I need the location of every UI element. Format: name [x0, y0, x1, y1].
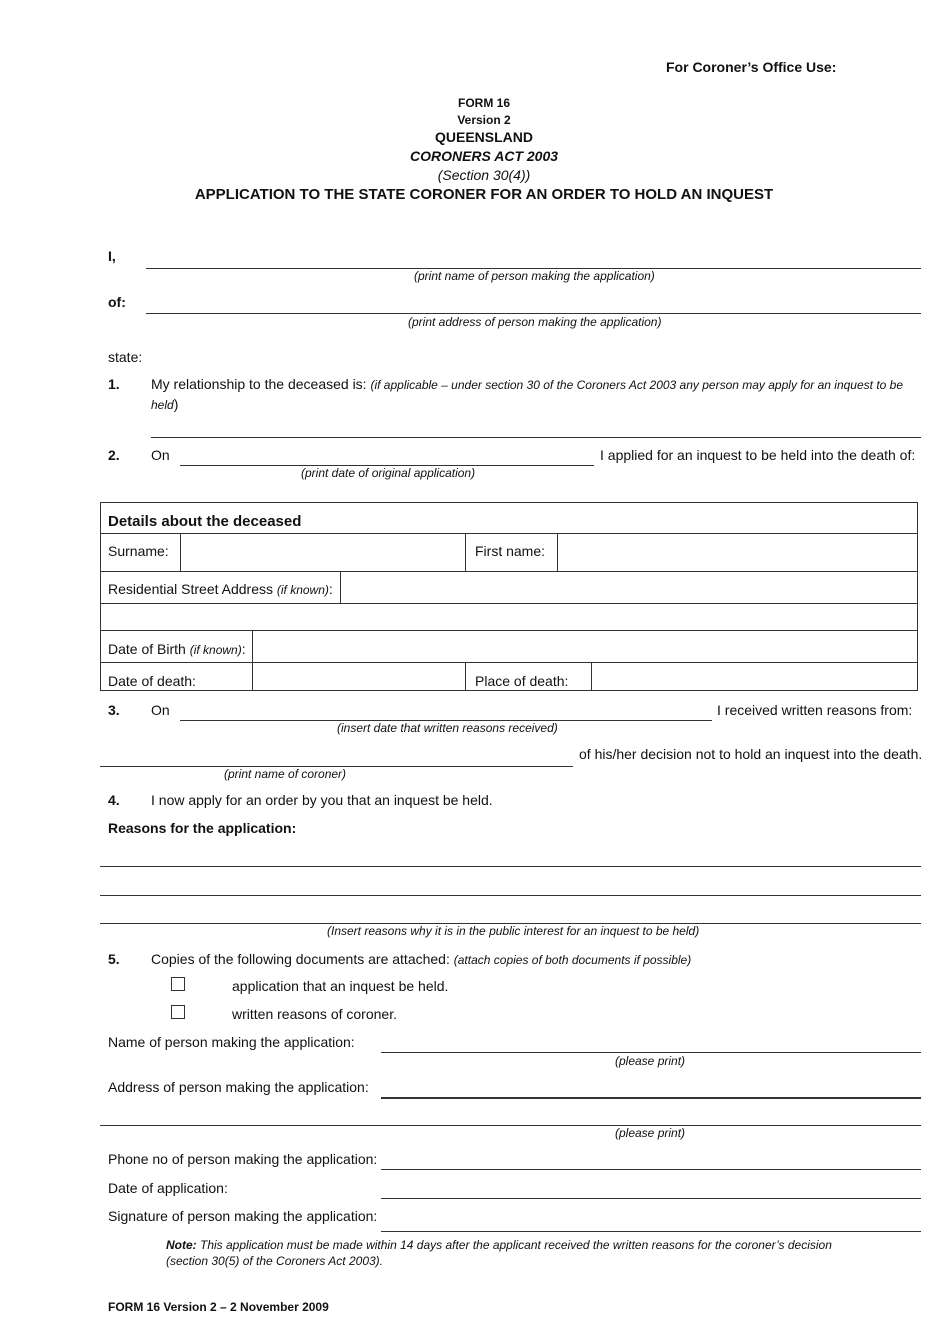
of-label: of:: [108, 294, 126, 310]
coroner-name-input[interactable]: [100, 746, 573, 767]
item2-on: On: [151, 447, 170, 463]
dob-input[interactable]: [257, 632, 916, 662]
residential-address-note: (if known): [276, 583, 329, 597]
page-title: APPLICATION TO THE STATE CORONER FOR AN ORDER TO HOLD AN INQUEST: [194, 186, 774, 203]
office-use-label: For Coroner’s Office Use:: [666, 59, 837, 75]
table-divider: [591, 662, 592, 691]
item3-number: 3.: [108, 702, 120, 718]
item5-number: 5.: [108, 951, 120, 967]
table-divider: [180, 533, 181, 571]
jurisdiction: QUEENSLAND: [434, 129, 533, 145]
item1-note2-tail: ): [173, 396, 179, 412]
item2-hint: (print date of original application): [301, 466, 476, 480]
item1-text: [151, 376, 903, 392]
first-name-label: First name:: [475, 543, 546, 559]
item3-hint: (insert date that written reasons received): [337, 721, 558, 735]
applicant-address-label: Address of person making the application:: [108, 1079, 369, 1095]
please-print-hint: (please print): [615, 1126, 686, 1140]
applicant-address-hint: (print address of person making the application): [408, 315, 662, 329]
decision-text: of his/her decision not to hold an inquest into the death.: [579, 746, 923, 762]
item5-note: (attach copies of both documents if possible): [453, 953, 692, 967]
dod-input[interactable]: [257, 663, 465, 693]
state-label: state:: [108, 349, 143, 365]
item2-number: 2.: [108, 447, 120, 463]
item1-note-continued: [151, 396, 178, 412]
dob-tail: :: [241, 641, 246, 657]
item3-text: I received written reasons from:: [717, 702, 913, 718]
act-name: CORONERS ACT 2003: [409, 148, 559, 164]
residential-address-input-line2[interactable]: [104, 604, 916, 631]
phone-input[interactable]: [381, 1149, 921, 1170]
table-divider: [465, 662, 466, 691]
table-divider: [252, 630, 253, 691]
applicant-name-hint: (print name of person making the application): [414, 269, 655, 283]
residential-address-text: Residential Street Address: [108, 581, 277, 597]
i-label: I,: [108, 248, 116, 264]
table-divider: [340, 571, 341, 603]
coroner-name-hint: (print name of coroner): [224, 767, 347, 781]
application-attached-label: application that an inquest be held.: [232, 978, 449, 994]
note-text-continued: (section 30(5) of the Coroners Act 2003).: [166, 1254, 383, 1268]
item1-note2: held: [151, 398, 174, 412]
dob-note: (if known): [189, 643, 242, 657]
item4-text: I now apply for an order by you that an inquest be held.: [151, 792, 493, 808]
form-footer: FORM 16 Version 2 – 2 November 2009: [108, 1300, 329, 1314]
item3-on: On: [151, 702, 170, 718]
signature-input[interactable]: [381, 1211, 921, 1232]
form-number: FORM 16: [457, 96, 510, 110]
note-body: This application must be made within 14 days after the applicant received the written reasons for the coroner’s decision: [196, 1238, 832, 1252]
form-version: Version 2: [457, 113, 511, 127]
item1-note: (if applicable – under section 30 of the Coroners Act 2003 any person may apply for an inquest to be: [370, 378, 904, 392]
application-date-label: Date of application:: [108, 1180, 228, 1196]
application-attached-checkbox[interactable]: [171, 977, 185, 991]
original-application-date-input[interactable]: [180, 445, 594, 466]
reasons-input-line3[interactable]: [100, 903, 921, 924]
reasons-hint: (Insert reasons why it is in the public interest for an inquest to be held): [327, 924, 700, 938]
first-name-input[interactable]: [562, 538, 916, 568]
pod-label: Place of death:: [475, 673, 569, 689]
surname-input[interactable]: [184, 538, 464, 568]
item5-label: Copies of the following documents are attached:: [151, 951, 454, 967]
footer-applicant-address-input-line2[interactable]: [100, 1105, 921, 1126]
please-print-hint: (please print): [615, 1054, 686, 1068]
dod-label: Date of death:: [108, 673, 196, 689]
pod-input[interactable]: [596, 663, 916, 693]
footer-applicant-address-input[interactable]: [381, 1077, 921, 1099]
residential-address-input[interactable]: [345, 573, 917, 603]
reasons-attached-checkbox[interactable]: [171, 1005, 185, 1019]
table-divider: [100, 533, 918, 534]
reasons-input-line1[interactable]: [100, 846, 921, 867]
dob-label: [108, 641, 246, 657]
reasons-heading: Reasons for the application:: [108, 820, 297, 836]
signature-label: Signature of person making the application:: [108, 1208, 378, 1224]
surname-label: Surname:: [108, 543, 169, 559]
residential-address-tail: :: [328, 581, 333, 597]
note-label: Note:: [166, 1238, 197, 1252]
reasons-attached-label: written reasons of coroner.: [232, 1006, 397, 1022]
dob-text: Date of Birth: [108, 641, 190, 657]
item1-number: 1.: [108, 376, 120, 392]
applicant-name-input[interactable]: [146, 248, 921, 269]
item2-text: I applied for an inquest to be held into the death of:: [600, 447, 916, 463]
table-divider: [465, 533, 466, 571]
application-date-input[interactable]: [381, 1178, 921, 1199]
item4-number: 4.: [108, 792, 120, 808]
table-divider: [100, 571, 918, 572]
section-ref: (Section 30(4)): [437, 167, 531, 183]
applicant-address-input[interactable]: [146, 293, 921, 314]
residential-address-label: [108, 581, 333, 597]
phone-label: Phone no of person making the application:: [108, 1151, 378, 1167]
deceased-heading: Details about the deceased: [108, 513, 302, 530]
reasons-input-line2[interactable]: [100, 875, 921, 896]
item5-text: [151, 951, 691, 967]
item1-label: My relationship to the deceased is:: [151, 376, 371, 392]
relationship-input[interactable]: [151, 417, 921, 438]
table-divider: [557, 533, 558, 571]
footer-applicant-name-input[interactable]: [381, 1032, 921, 1053]
applicant-name-label: Name of person making the application:: [108, 1034, 355, 1050]
reasons-received-date-input[interactable]: [180, 700, 712, 721]
note-text: [166, 1238, 832, 1252]
